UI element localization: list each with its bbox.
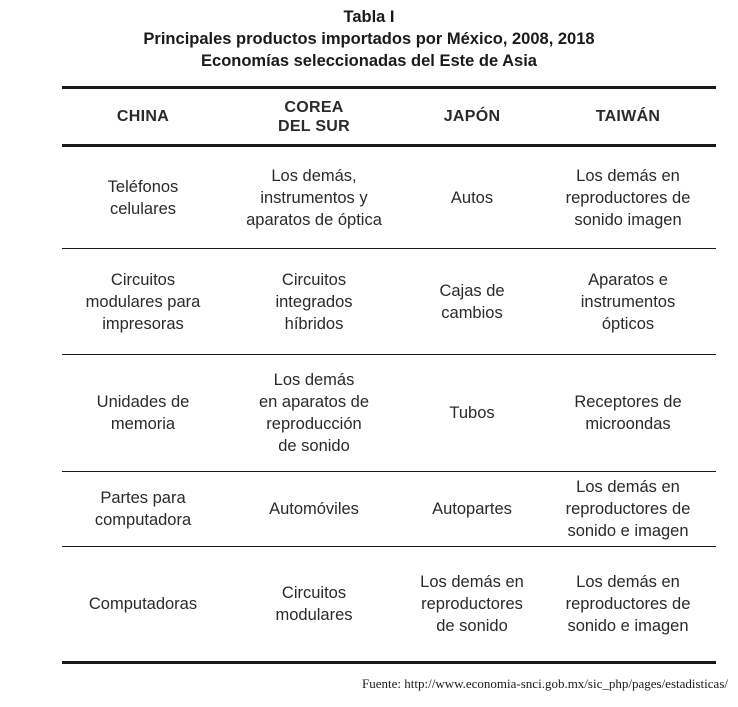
cell-text-line: Los demás bbox=[273, 371, 355, 389]
cell-text-line: celulares bbox=[109, 199, 177, 218]
cell-text-line: cambios bbox=[441, 303, 503, 322]
cell-text-line: impresoras bbox=[102, 314, 184, 333]
table-row bbox=[62, 355, 716, 472]
table-title: Principales productos importados por México, 2008, 2018 bbox=[143, 30, 595, 48]
cell-text-line: en aparatos de bbox=[258, 393, 370, 411]
table-row bbox=[62, 547, 716, 663]
column-header-taiwan bbox=[540, 88, 716, 146]
table-subtitle: Economías seleccionadas del Este de Asia bbox=[201, 52, 537, 70]
table-cell-china bbox=[62, 355, 224, 472]
column-header-china bbox=[62, 88, 224, 146]
cell-text-line: Los demás en bbox=[576, 573, 680, 591]
cell-text-line: de sonido bbox=[436, 617, 508, 635]
header-text-line: COREA bbox=[284, 98, 344, 116]
cell-text-line: Circuitos bbox=[281, 270, 347, 289]
cell-text-line: reproducción bbox=[266, 415, 362, 433]
cell-text-line: sonido imagen bbox=[574, 210, 682, 229]
table-cell-corea-del-sur bbox=[224, 355, 404, 472]
cell-text-line: Aparatos e bbox=[588, 270, 668, 289]
table-cell-corea-del-sur bbox=[224, 547, 404, 663]
table-cell-corea-del-sur bbox=[224, 472, 404, 547]
column-header-corea-del-sur bbox=[224, 88, 404, 146]
cell-text-line: híbridos bbox=[284, 314, 344, 333]
table-cell-taiwan bbox=[540, 249, 716, 355]
cell-text-line: integrados bbox=[275, 292, 353, 311]
table-cell-japon bbox=[404, 249, 540, 355]
table-cell-china bbox=[62, 249, 224, 355]
table-cell-china bbox=[62, 472, 224, 547]
cell-text-line: Los demás, bbox=[271, 166, 357, 185]
header-text-line: CHINA bbox=[116, 108, 170, 125]
table-cell-taiwan bbox=[540, 472, 716, 547]
cell-text-line: reproductores de bbox=[565, 188, 691, 207]
source-note: Fuente: http://www.economia-snci.gob.mx/sic_php/pages/estadisticas/ bbox=[362, 676, 728, 691]
table-row bbox=[62, 249, 716, 355]
cell-text-line: Los demás en bbox=[576, 166, 680, 185]
cell-text-line: aparatos de óptica bbox=[246, 210, 382, 229]
cell-text-line: Circuitos bbox=[281, 584, 347, 602]
column-header-japon bbox=[404, 88, 540, 146]
table-cell-china bbox=[62, 547, 224, 663]
cell-text-line: instrumentos y bbox=[260, 188, 368, 207]
table-number: Tabla I bbox=[343, 8, 395, 26]
table-cell-taiwan bbox=[540, 146, 716, 249]
cell-text-line: instrumentos bbox=[580, 292, 676, 311]
table-title-block bbox=[0, 6, 738, 72]
cell-text-line: reproductores de bbox=[565, 595, 691, 613]
cell-text-line: modulares para bbox=[85, 292, 201, 311]
header-text-line: DEL SUR bbox=[277, 117, 351, 135]
table-body bbox=[62, 146, 716, 663]
cell-text-line: Circuitos bbox=[110, 270, 176, 289]
cell-text-line: computadora bbox=[94, 511, 192, 529]
table-cell-taiwan bbox=[540, 355, 716, 472]
cell-text-line: Computadoras bbox=[88, 595, 198, 613]
header-text-line: TAIWÁN bbox=[595, 108, 661, 125]
cell-text-line: Receptores de bbox=[574, 393, 682, 411]
cell-text-line: sonido e imagen bbox=[567, 522, 689, 540]
table-row bbox=[62, 146, 716, 249]
cell-text-line: Autos bbox=[450, 188, 494, 207]
table-cell-japon bbox=[404, 146, 540, 249]
cell-text-line: Teléfonos bbox=[107, 177, 179, 196]
cell-text-line: Los demás en bbox=[576, 478, 680, 496]
cell-text-line: modulares bbox=[275, 606, 353, 624]
table-cell-japon bbox=[404, 355, 540, 472]
header-row bbox=[62, 88, 716, 146]
cell-text-line: reproductores bbox=[421, 595, 523, 613]
cell-text-line: Autopartes bbox=[432, 500, 512, 518]
table-cell-corea-del-sur bbox=[224, 249, 404, 355]
table-cell-japon bbox=[404, 472, 540, 547]
table-header bbox=[62, 88, 716, 146]
cell-text-line: memoria bbox=[110, 415, 176, 433]
cell-text-line: Unidades de bbox=[96, 393, 190, 411]
table-cell-china bbox=[62, 146, 224, 249]
cell-text-line: ópticos bbox=[601, 314, 655, 333]
cell-text-line: Tubos bbox=[449, 404, 495, 422]
table-cell-corea-del-sur bbox=[224, 146, 404, 249]
cell-text-line: Partes para bbox=[100, 489, 186, 507]
cell-text-line: sonido e imagen bbox=[567, 617, 689, 635]
cell-text-line: Los demás en bbox=[420, 573, 524, 591]
cell-text-line: microondas bbox=[585, 415, 671, 433]
table-cell-taiwan bbox=[540, 547, 716, 663]
cell-text-line: Automóviles bbox=[269, 500, 359, 518]
cell-text-line: Cajas de bbox=[439, 281, 505, 300]
cell-text-line: reproductores de bbox=[565, 500, 691, 518]
imports-table bbox=[62, 86, 716, 664]
header-text-line: JAPÓN bbox=[443, 108, 501, 125]
table-cell-japon bbox=[404, 547, 540, 663]
cell-text-line: de sonido bbox=[278, 437, 350, 455]
table-row bbox=[62, 472, 716, 547]
